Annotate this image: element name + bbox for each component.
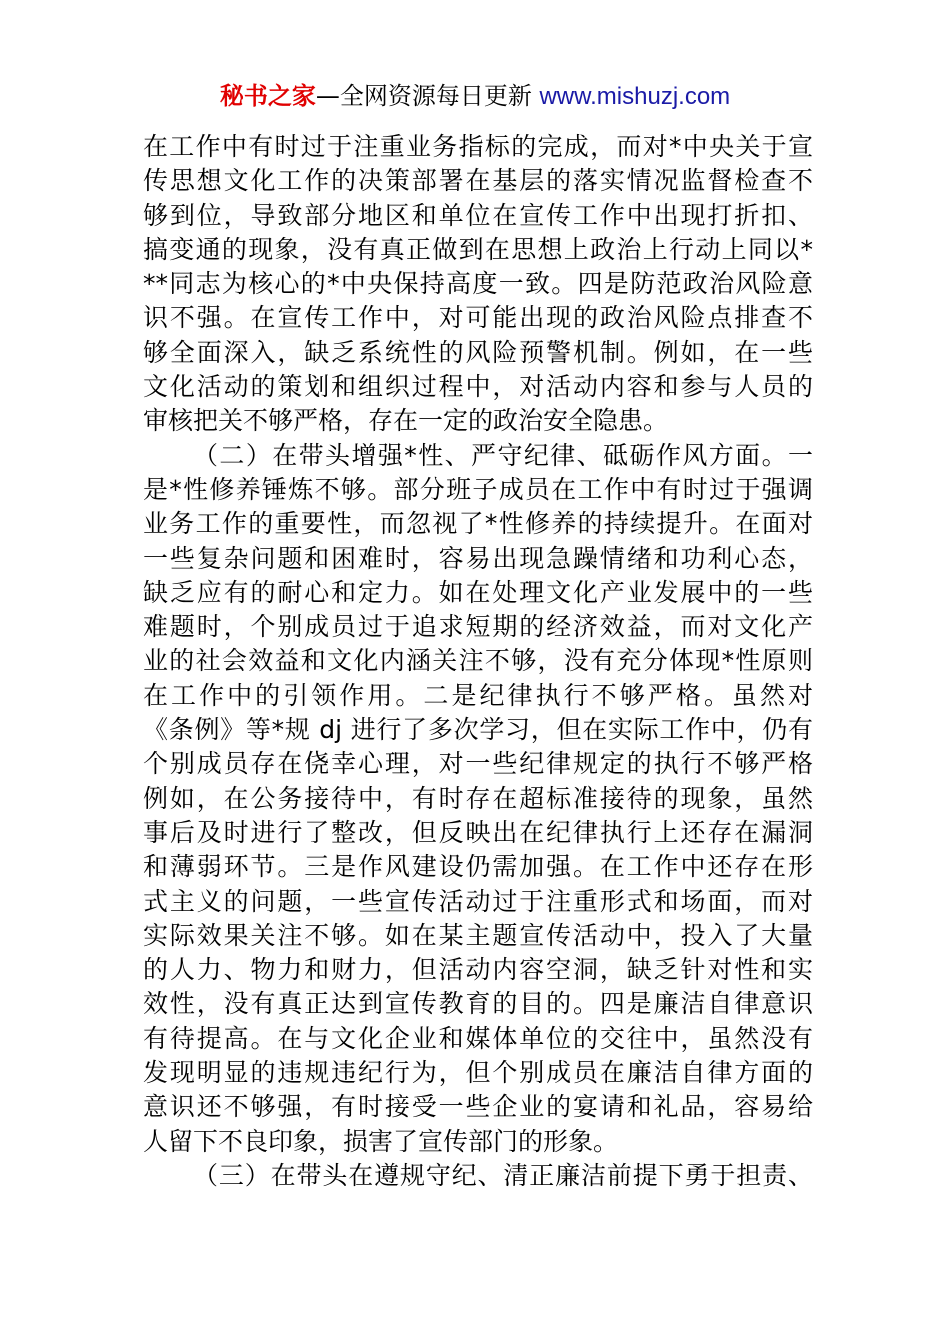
text-line: 发现明显的违规违纪行为，但个别成员在廉洁自律方面的 [143,1058,813,1088]
text-line: 业的社会效益和文化内涵关注不够，没有充分体现*性原则 [143,646,813,676]
text-line: 够到位，导致部分地区和单位在宣传工作中出现打折扣、 [143,200,813,230]
page-header [0,80,950,113]
text-line: 效性，没有真正达到宣传教育的目的。四是廉洁自律意识 [143,989,813,1019]
text-line: 在工作中有时过于注重业务指标的完成，而对*中央关于宣 [143,132,813,161]
text-line: 文化活动的策划和组织过程中，对活动内容和参与人员的 [143,372,813,402]
text-line: 是*性修养锤炼不够。部分班子成员在工作中有时过于强调 [143,474,813,504]
text-line: 《条例》等*规 dj 进行了多次学习，但在实际工作中，仍有 [143,715,813,745]
site-brand: 秘书之家 [219,82,316,110]
text-line: 识不强。在宣传工作中，对可能出现的政治风险点排查不 [143,303,813,333]
text-line: **同志为核心的*中央保持高度一致。四是防范政治风险意 [143,269,813,299]
text-line: 的人力、物力和财力，但活动内容空洞，缺乏针对性和实 [143,955,813,985]
text-line: 人留下不良印象，损害了宣传部门的形象。 [143,1126,619,1156]
header-tagline: —全网资源每日更新 [315,82,540,110]
text-line: 在工作中的引领作用。二是纪律执行不够严格。虽然对 [143,680,813,710]
text-line: 缺乏应有的耐心和定力。如在处理文化产业发展中的一些 [143,577,813,607]
text-line: 够全面深入，缺乏系统性的风险预警机制。例如，在一些 [143,337,813,367]
text-line: 事后及时进行了整改，但反映出在纪律执行上还存在漏洞 [143,817,813,847]
document-body [143,130,813,1193]
text-line: 搞变通的现象，没有真正做到在思想上政治上行动上同以* [143,234,813,264]
text-line: 审核把关不够严格，存在一定的政治安全隐患。 [143,406,669,436]
text-line: 意识还不够强，有时接受一些企业的宴请和礼品，容易给 [143,1092,813,1122]
text-line: 一些复杂问题和困难时，容易出现急躁情绪和功利心态， [143,543,813,573]
text-line: 式主义的问题，一些宣传活动过于注重形式和场面，而对 [143,886,813,916]
text-line: 实际效果关注不够。如在某主题宣传活动中，投入了大量 [143,920,813,950]
text-line: 难题时，个别成员过于追求短期的经济效益，而对文化产 [143,612,813,642]
text-line: 有待提高。在与文化企业和媒体单位的交往中，虽然没有 [143,1023,813,1053]
text-line: （二）在带头增强*性、严守纪律、砥砺作风方面。一 [193,440,813,470]
text-line: 传思想文化工作的决策部署在基层的落实情况监督检查不 [143,166,813,196]
text-line: 业务工作的重要性，而忽视了*性修养的持续提升。在面对 [143,509,813,539]
text-line: 个别成员存在侥幸心理，对一些纪律规定的执行不够严格 [143,749,813,779]
text-line: 和薄弱环节。三是作风建设仍需加强。在工作中还存在形 [143,852,813,882]
text-line: 例如，在公务接待中，有时存在超标准接待的现象，虽然 [143,783,813,813]
site-url-link[interactable]: www.mishuzj.com [539,83,731,110]
text-line: （三）在带头在遵规守纪、清正廉洁前提下勇于担责、 [193,1160,813,1190]
